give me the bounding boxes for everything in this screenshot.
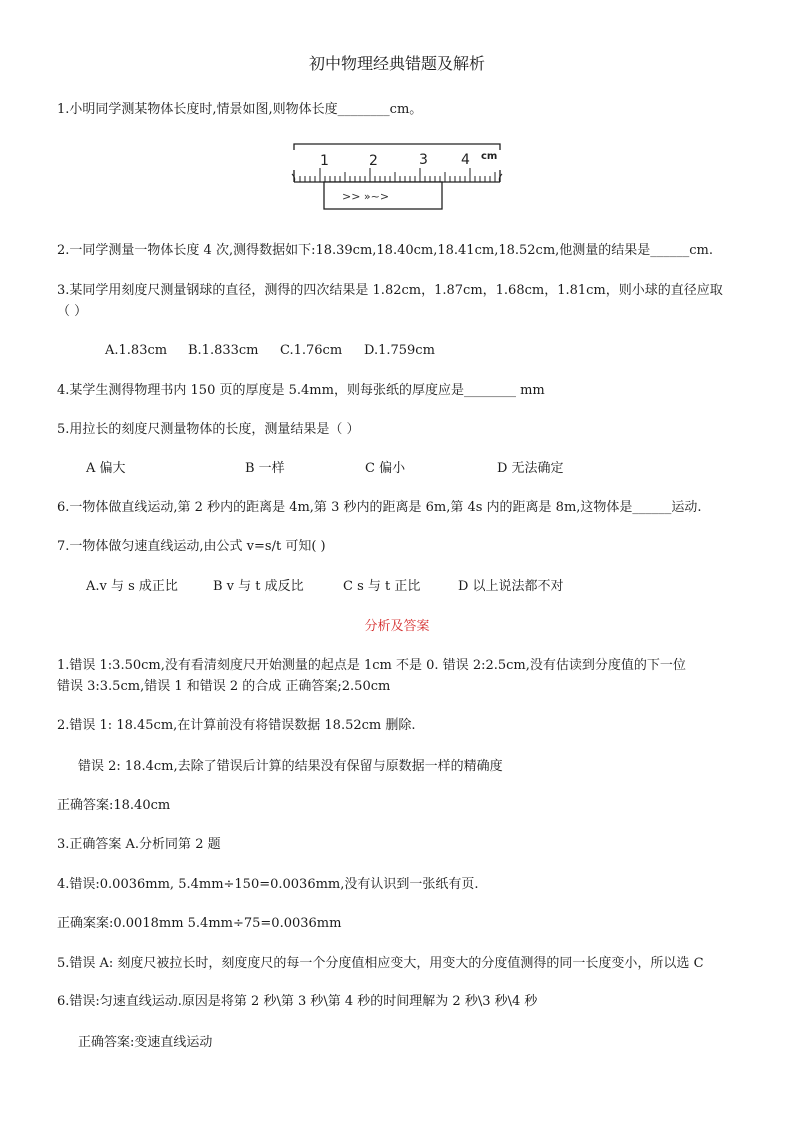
q3-option-a: A.1.83cm (105, 343, 168, 358)
question-2: 2.一同学测量一物体长度 4 次,测得数据如下:18.39cm,18.40cm,18.41cm,18.52cm,他测量的结果是______cm. (57, 243, 714, 258)
q5-option-b: B 一样 (245, 461, 285, 476)
q3-option-d: D.1.759cm (364, 343, 435, 358)
ruler-mark-4: 4 (461, 152, 470, 168)
answers-heading: 分析及答案 (364, 619, 430, 634)
answer-2-line-3: 正确答案:18.40cm (57, 798, 171, 813)
ruler-mark-2: 2 (369, 153, 378, 169)
answer-4-line-2: 正确案案:0.0018mm 5.4mm÷75=0.0036mm (57, 916, 342, 931)
question-4: 4.某学生测得物理书内 150 页的厚度是 5.4mm，则每张纸的厚度应是________ mm (57, 383, 545, 398)
q7-option-c: C s 与 t 正比 (343, 579, 421, 594)
question-3: 3.某同学用刻度尺测量钢球的直径，测得的四次结果是 1.82cm，1.87cm，1.68cm，1.81cm，则小球的直径应取 (57, 283, 723, 298)
q7-option-d: D 以上说法都不对 (458, 579, 564, 594)
answer-5: 5.错误 A: 刻度尺被拉长时，刻度度尺的每一个分度值相应变大，用变大的分度值测得的同一长度变小，所以选 C (57, 956, 704, 971)
q7-option-b: B v 与 t 成反比 (213, 579, 304, 594)
answer-1-line-2: 错误 3:3.5cm,错误 1 和错误 2 的合成 正确答案;2.50cm (57, 679, 391, 694)
question-7: 7.一物体做匀速直线运动,由公式 v=s/t 可知( ) (57, 539, 326, 554)
answer-4-line-1: 4.错误:0.0036mm, 5.4mm÷150=0.0036mm,没有认识到一张纸有页. (57, 877, 479, 892)
q3-option-c: C.1.76cm (280, 343, 343, 358)
answer-1-line-1: 1.错误 1:3.50cm,没有看清刻度尺开始测量的起点是 1cm 不是 0. 错误 2:2.5cm,没有估读到分度值的下一位 (57, 658, 686, 673)
q5-option-a: A 偏大 (86, 461, 126, 476)
page-title: 初中物理经典错题及解析 (308, 54, 485, 73)
question-6: 6.一物体做直线运动,第 2 秒内的距离是 4m,第 3 秒内的距离是 6m,第 4s 内的距离是 8m,这物体是______运动. (57, 500, 702, 515)
measured-object (324, 182, 442, 209)
answer-3: 3.正确答案 A.分析同第 2 题 (57, 837, 221, 852)
question-3-paren: （ ） (57, 304, 88, 319)
ruler-ticks (300, 168, 500, 182)
q3-option-b: B.1.833cm (188, 343, 259, 358)
answer-6-line-1: 6.错误:匀速直线运动.原因是将第 2 秒\第 3 秒\第 4 秒的时间理解为 2 秒\3 秒\4 秒 (57, 994, 538, 1009)
ruler-mark-3: 3 (419, 152, 428, 168)
ruler-unit: cm (481, 151, 498, 162)
answer-2-line-1: 2.错误 1: 18.45cm,在计算前没有将错误数据 18.52cm 删除. (57, 718, 416, 733)
answer-2-line-2: 错误 2: 18.4cm,去除了错误后计算的结果没有保留与原数据一样的精确度 (78, 759, 503, 774)
question-5: 5.用拉长的刻度尺测量物体的长度，测量结果是（ ） (57, 422, 360, 437)
answer-6-line-2: 正确答案:变速直线运动 (78, 1035, 213, 1050)
object-scribble: >> »~> (342, 190, 390, 203)
question-1: 1.小明同学测某物体长度时,情景如图,则物体长度________cm。 (57, 102, 423, 117)
q5-option-c: C 偏小 (365, 461, 406, 476)
ruler-labels (320, 151, 497, 169)
ruler-figure (290, 140, 505, 212)
q7-option-a: A.v 与 s 成正比 (86, 579, 178, 594)
ruler-mark-1: 1 (320, 153, 329, 169)
q5-option-d: D 无法确定 (497, 461, 564, 476)
